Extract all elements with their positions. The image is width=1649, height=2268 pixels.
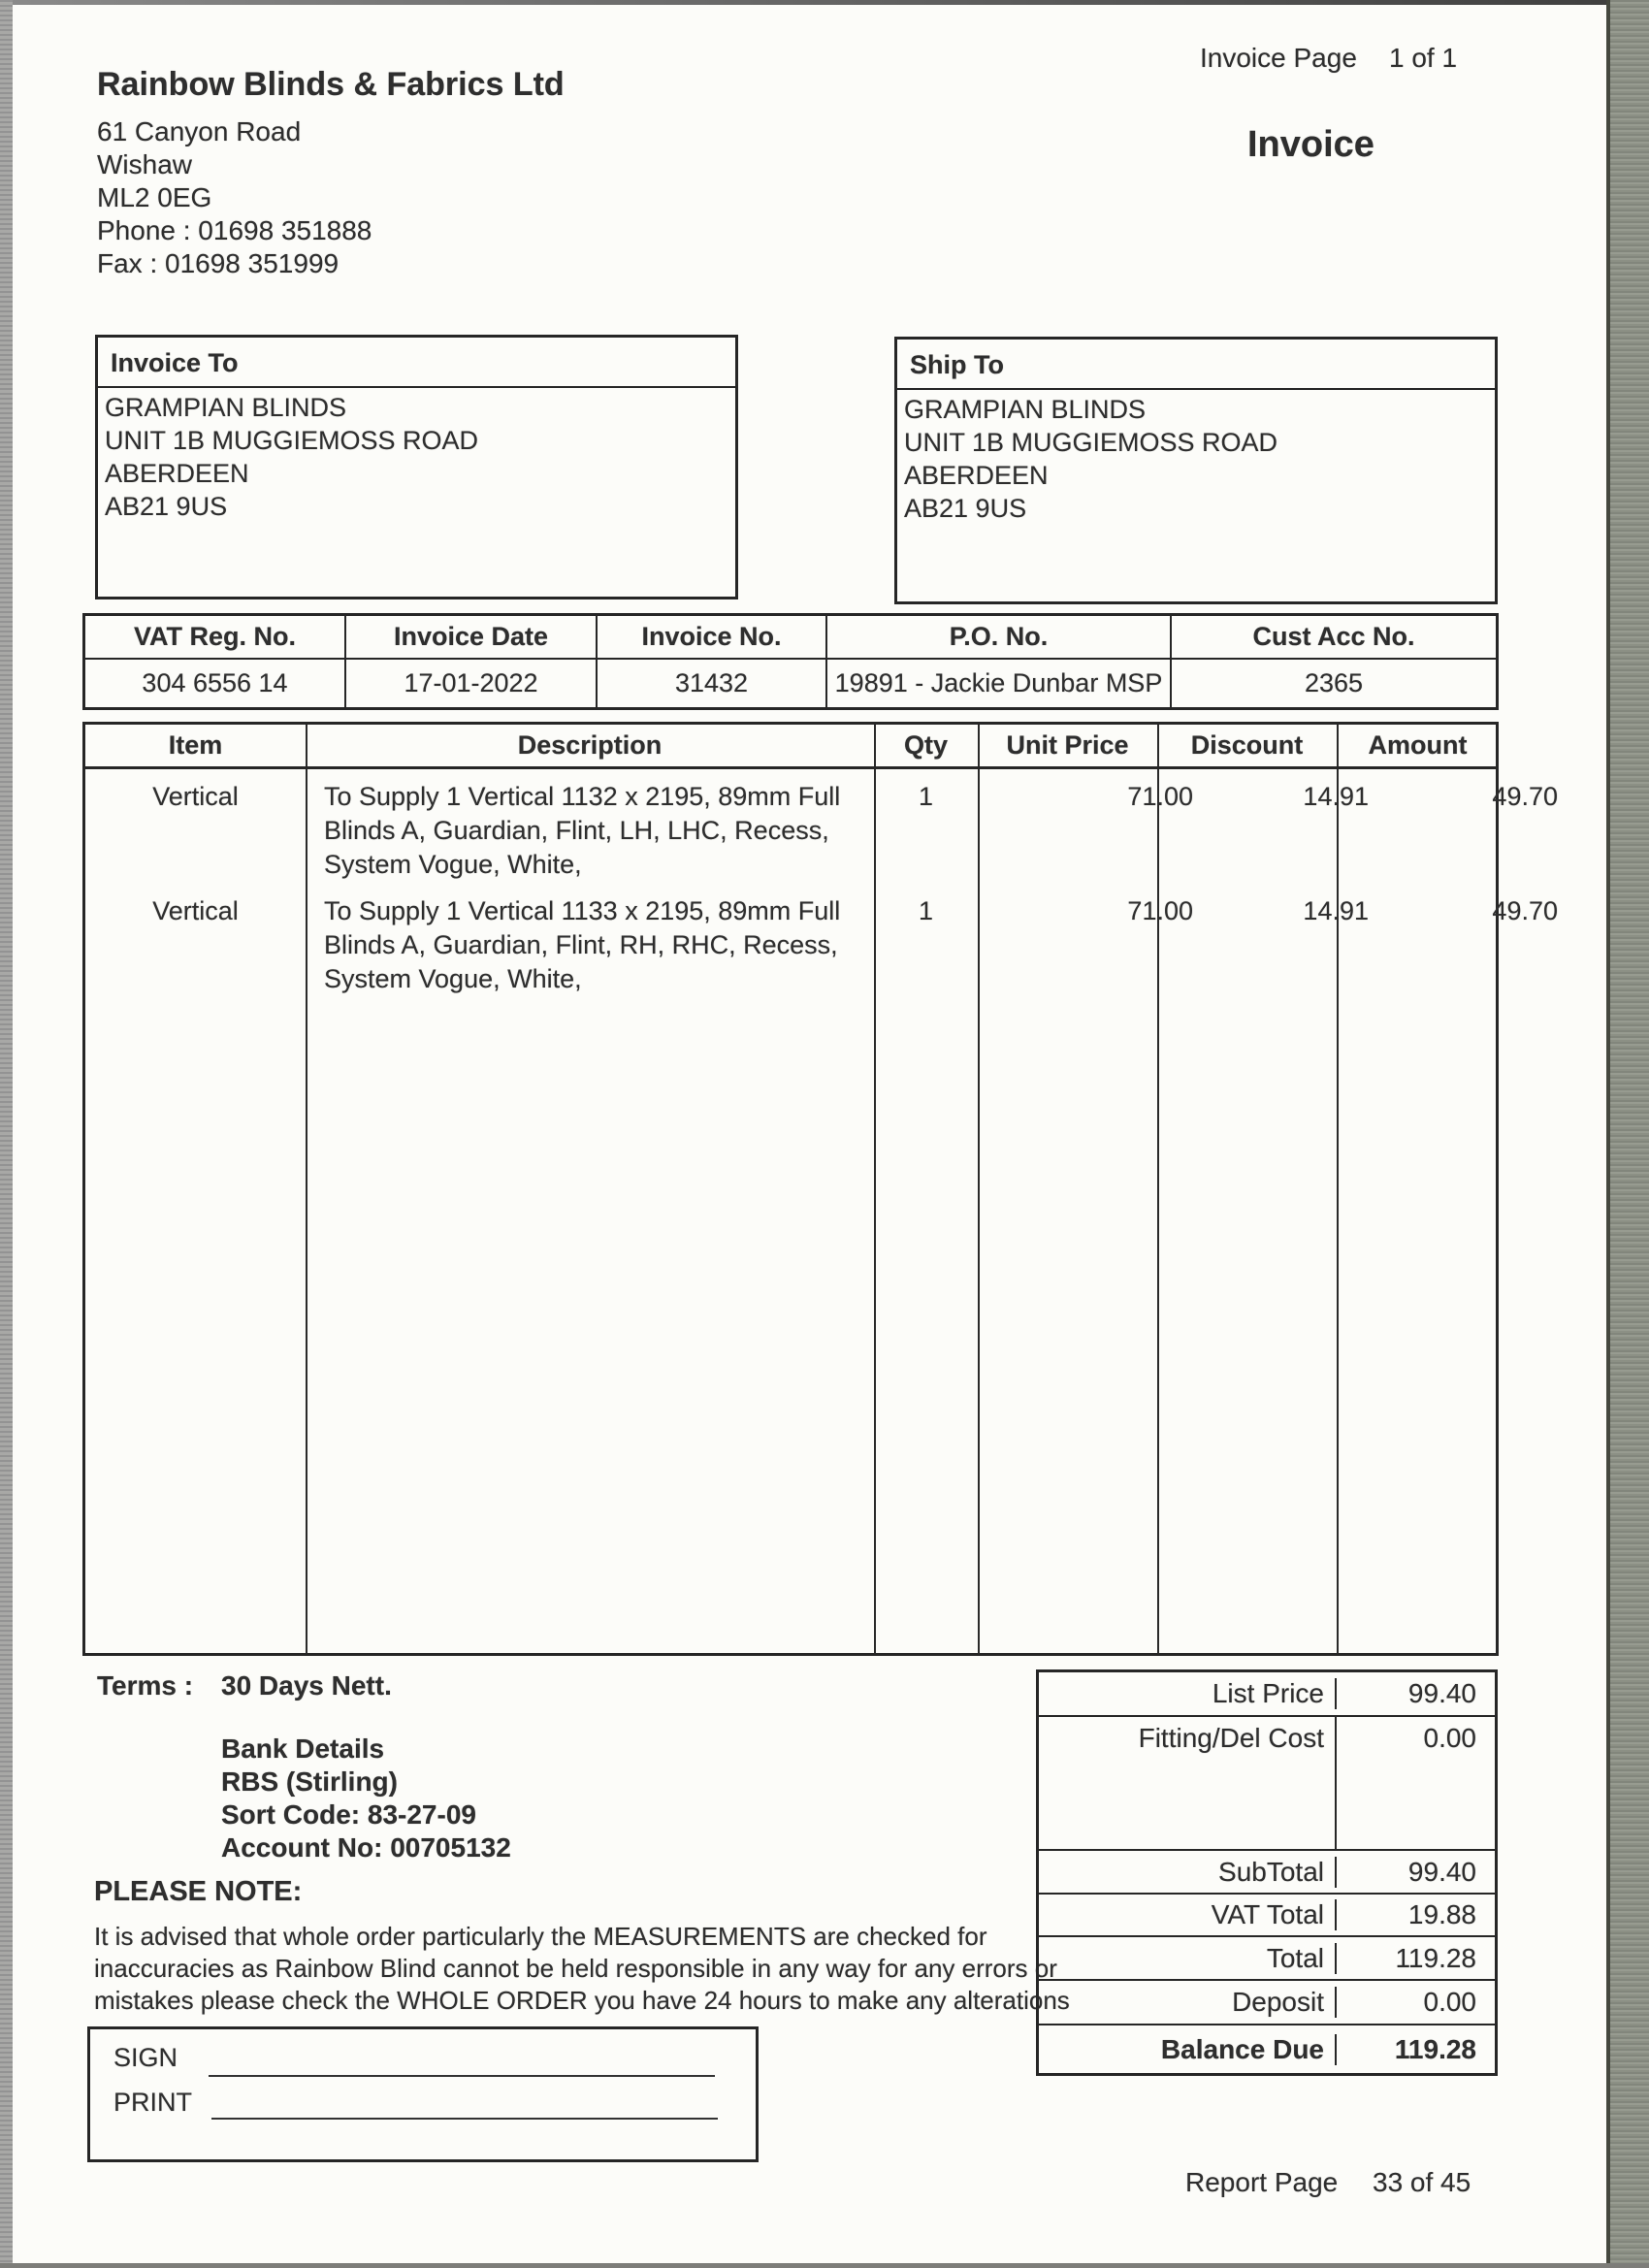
meta-value-cust-acc: 2365 (1304, 668, 1364, 697)
invoice-to-line: UNIT 1B MUGGIEMOSS ROAD (105, 426, 479, 455)
totals-value: 0.00 (1423, 1723, 1476, 1753)
ship-to-line: ABERDEEN (904, 461, 1049, 490)
company-address-line3: ML2 0EG (97, 182, 212, 212)
item-cell-qty: 1 (918, 782, 934, 811)
column-divider (1337, 725, 1339, 1653)
invoice-title: Invoice (1247, 124, 1374, 165)
meta-header-cust-acc: Cust Acc No. (1252, 622, 1415, 651)
totals-value: 19.88 (1407, 1899, 1476, 1929)
description-line: System Vogue, White, (324, 850, 582, 879)
ship-to-title: Ship To (897, 340, 1495, 390)
item-cell-discount: 14.91 (1303, 782, 1369, 811)
totals-value: 99.40 (1407, 1678, 1476, 1708)
description-line: Blinds A, Guardian, Flint, RH, RHC, Recess, (324, 930, 838, 959)
bank-account-no: Account No: 00705132 (221, 1832, 511, 1863)
totals-row-subtotal (1039, 1851, 1495, 1895)
invoice-to-line: AB21 9US (105, 492, 228, 521)
totals-row-fitting-del-cost (1039, 1717, 1495, 1851)
totals-row-list-price (1039, 1672, 1495, 1717)
scan-edge-top (0, 0, 1649, 5)
items-header-discount: Discount (1190, 730, 1304, 760)
ship-to-address (897, 390, 1495, 525)
item-cell-unit-price: 71.00 (1127, 896, 1193, 925)
totals-row-vat-total (1039, 1895, 1495, 1937)
invoice-to-title: Invoice To (98, 338, 735, 388)
description-line: To Supply 1 Vertical 1133 x 2195, 89mm Full (324, 896, 841, 925)
totals-value: 0.00 (1423, 1987, 1476, 2017)
totals-label: List Price (1039, 1678, 1337, 1709)
note-line: It is advised that whole order particularly the MEASUREMENTS are checked for (94, 1922, 987, 1951)
item-cell-discount: 14.91 (1303, 896, 1369, 925)
meta-value-invoice-no: 31432 (598, 660, 827, 707)
items-header-unit-price: Unit Price (1006, 730, 1129, 760)
totals-label: Total (1039, 1943, 1337, 1974)
description-line: System Vogue, White, (324, 964, 582, 993)
invoice-page-value: 1 of 1 (1389, 43, 1458, 73)
meta-value-invoice-date: 17-01-2022 (346, 660, 598, 707)
note-line: mistakes please check the WHOLE ORDER you have 24 hours to make any alterations (94, 1986, 1070, 2015)
report-page-value: 33 of 45 (1373, 2167, 1471, 2197)
scan-edge-bottom (0, 2263, 1649, 2268)
invoice-page-label: Invoice Page (1200, 43, 1357, 73)
company-address-line1: 61 Canyon Road (97, 116, 302, 146)
item-cell-amount: 49.70 (1492, 782, 1558, 811)
totals-value: 99.40 (1407, 1856, 1476, 1887)
items-header-description: Description (517, 730, 663, 760)
meta-header-po-no: P.O. No. (827, 616, 1172, 658)
company-fax: Fax : 01698 351999 (97, 248, 340, 278)
item-cell-type: Vertical (152, 782, 239, 811)
terms-value: 30 Days Nett. (221, 1670, 392, 1701)
totals-label: SubTotal (1039, 1857, 1337, 1888)
column-divider (978, 725, 980, 1653)
item-cell-type: Vertical (152, 896, 239, 925)
scan-edge-left (0, 0, 13, 2268)
item-cell-description (324, 894, 859, 996)
print-line (211, 2118, 718, 2120)
item-cell-qty: 1 (918, 896, 934, 925)
meta-header-vat-reg: VAT Reg. No. (85, 616, 346, 658)
item-cell-unit-price: 71.00 (1127, 782, 1193, 811)
totals-value: 119.28 (1395, 1942, 1476, 1973)
bank-name: RBS (Stirling) (221, 1766, 398, 1797)
please-note-body (94, 1921, 1070, 2017)
please-note-title: PLEASE NOTE: (94, 1876, 303, 1907)
totals-label: Balance Due (1039, 2034, 1337, 2065)
header-divider (85, 766, 1496, 769)
bank-sort-code: Sort Code: 83-27-09 (221, 1799, 476, 1830)
bank-details (221, 1733, 511, 1864)
column-divider (1157, 725, 1159, 1653)
meta-value-vat-reg: 304 6556 14 (85, 660, 346, 707)
ship-to-line: UNIT 1B MUGGIEMOSS ROAD (904, 428, 1278, 457)
print-label: PRINT (113, 2088, 192, 2117)
items-header-item: Item (168, 730, 223, 760)
item-cell-amount: 49.70 (1492, 896, 1558, 925)
description-line: To Supply 1 Vertical 1132 x 2195, 89mm Full (324, 782, 841, 811)
report-page-label: Report Page (1185, 2167, 1339, 2197)
item-cell-description (324, 780, 859, 882)
invoice-to-line: GRAMPIAN BLINDS (105, 393, 347, 422)
meta-value-row (85, 660, 1496, 707)
scan-edge-right (1606, 0, 1649, 2268)
meta-header-row (85, 616, 1496, 660)
ship-to-box (894, 337, 1498, 604)
meta-value-po-no: 19891 - Jackie Dunbar MSP (827, 660, 1172, 707)
invoice-to-address (98, 388, 735, 523)
ship-to-line: GRAMPIAN BLINDS (904, 395, 1147, 424)
items-header-amount: Amount (1368, 730, 1468, 760)
column-divider (306, 725, 307, 1653)
company-address-line2: Wishaw (97, 149, 193, 179)
invoice-to-box (95, 335, 738, 599)
company-phone: Phone : 01698 351888 (97, 215, 372, 245)
description-line: Blinds A, Guardian, Flint, LH, LHC, Recess, (324, 816, 829, 845)
totals-row-total (1039, 1937, 1495, 1981)
line-items-table (82, 722, 1558, 1656)
items-header-qty: Qty (903, 730, 948, 760)
totals-value: 119.28 (1394, 2033, 1476, 2064)
terms-label: Terms : (97, 1670, 194, 1701)
sign-label: SIGN (113, 2043, 178, 2072)
meta-header-invoice-date: Invoice Date (346, 616, 598, 658)
totals-label: Deposit (1039, 1987, 1337, 2018)
invoice-to-line: ABERDEEN (105, 459, 249, 488)
totals-row-deposit (1039, 1981, 1495, 2025)
company-name: Rainbow Blinds & Fabrics Ltd (97, 66, 565, 103)
column-divider (874, 725, 876, 1653)
note-line: inaccuracies as Rainbow Blind cannot be held responsible in any way for any errors or (94, 1954, 1057, 1983)
invoice-meta-table (82, 613, 1499, 710)
ship-to-line: AB21 9US (904, 494, 1027, 523)
totals-label: Fitting/Del Cost (1039, 1717, 1337, 1849)
totals-box (1036, 1669, 1498, 2076)
bank-details-title: Bank Details (221, 1733, 385, 1764)
totals-row-balance-due (1039, 2025, 1495, 2073)
signature-box (87, 2026, 759, 2162)
totals-label: VAT Total (1039, 1899, 1337, 1930)
sign-line (209, 2075, 715, 2077)
meta-header-invoice-no: Invoice No. (598, 616, 827, 658)
